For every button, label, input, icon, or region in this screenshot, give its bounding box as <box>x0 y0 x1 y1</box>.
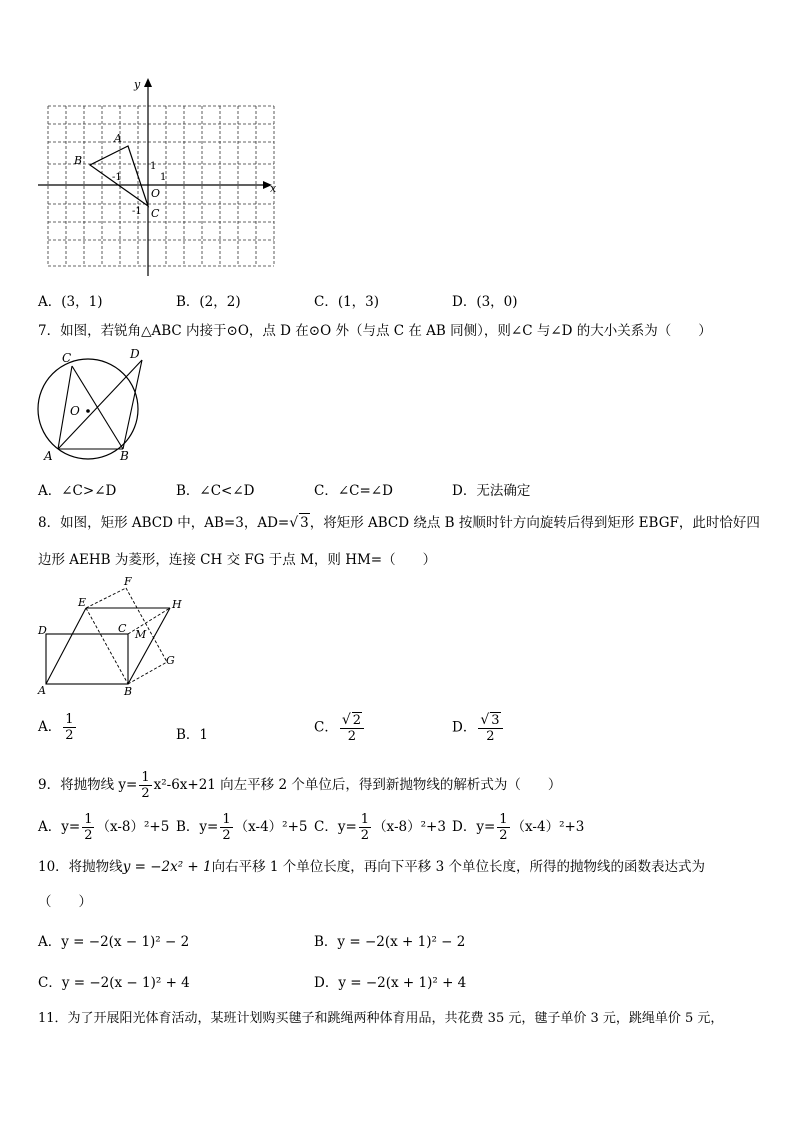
q6-option-a: A．(3，1) <box>38 294 103 310</box>
q6-point-c-label: C <box>151 207 160 220</box>
q9-option-a: A．y= $\frac{1}{2}$ （x-8）²+5 <box>38 812 170 843</box>
q6-axis-x-label: x <box>270 182 277 195</box>
q6-option-c: C．(1，3) <box>314 294 380 310</box>
q7-point-a-label: A <box>44 449 53 463</box>
q8-text-b: ，将矩形 ABCD 绕点 B 按顺时针方向旋转后得到矩形 EBGF，此时恰好四 <box>309 515 760 531</box>
q8-point-d-label: D <box>38 624 47 637</box>
q8-text-a: 8．如图，矩形 ABCD 中，AB=3，AD= <box>38 515 290 531</box>
q9-option-c: C．y= $\frac{1}{2}$ （x-8）²+3 <box>314 812 446 843</box>
q10-option-a: A．y = −2(x − 1)² − 2 <box>38 934 190 950</box>
q8-option-d: D． $\frac{√ 3}{2}$ <box>452 712 505 744</box>
q8-point-a-label: A <box>38 684 46 697</box>
q6-axis-y-label: y <box>134 78 141 91</box>
q7-point-d-label: D <box>130 347 140 361</box>
q8-point-b-label: B <box>124 685 133 698</box>
q8-question-line1: 8．如图，矩形 ABCD 中，AB=3，AD=√ 3，将矩形 ABCD 绕点 B 按顺时针方向旋转后得到矩形 EBGF，此时恰好四 <box>38 515 760 531</box>
q7-option-c: C．∠C=∠D <box>314 483 393 499</box>
q11-question-text: 11．为了开展阳光体育活动，某班计划购买毽子和跳绳两种体育用品，共花费 35 元，毽子单价 3 元，跳绳单价 5 元， <box>38 1011 724 1026</box>
q9-question-text: 9．将抛物线 y= $\frac{1}{2}$ x²-6x+21 向左平移 2 个单位后，得到新抛物线的解析式为（ ） <box>38 770 562 801</box>
q6-tick-x1: 1 <box>160 172 167 183</box>
q8-point-e-label: E <box>78 596 87 609</box>
q7-option-a: A．∠C>∠D <box>38 483 117 499</box>
q8-ad-radicand: 3 <box>300 515 309 531</box>
q6-point-b-label: B <box>74 154 83 167</box>
q10-question-text: 10．将抛物线y = −2x² + 1向右平移 1 个单位长度，再向下平移 3 个单位长度，所得的抛物线的函数表达式为 <box>38 859 705 875</box>
q8-point-c-label: C <box>118 622 127 635</box>
q6-option-d: D．(3，0) <box>452 294 518 310</box>
q8-point-g-label: G <box>166 654 175 667</box>
q8-option-c: C． $\frac{√ 2}{2}$ <box>314 712 366 744</box>
q8-point-f-label: F <box>124 575 132 588</box>
q8-option-a: A． $\frac{1}{2}$ <box>38 712 74 743</box>
q8-option-b: B．1 <box>176 727 209 743</box>
q8-point-h-label: H <box>172 598 182 611</box>
q6-tick-ym1: -1 <box>132 206 142 217</box>
q10-option-b: B．y = −2(x + 1)² − 2 <box>314 934 466 950</box>
q10-answer-paren: （ ） <box>38 894 92 910</box>
q9-option-d: D．y= $\frac{1}{2}$ （x-4）²+3 <box>452 812 585 843</box>
q8-rectangle-figure <box>34 574 184 698</box>
q8-point-m-label: M <box>135 628 147 641</box>
q10-expression: y = −2x² + 1 <box>122 859 212 875</box>
q6-tick-y1: 1 <box>150 161 157 172</box>
q8-question-line2: 边形 AEHB 为菱形，连接 CH 交 FG 于点 M，则 HM=（ ） <box>38 552 437 568</box>
q9-option-b: B．y= $\frac{1}{2}$ （x-4）²+5 <box>176 812 308 843</box>
q6-origin-label: O <box>151 187 161 200</box>
q7-circle-figure <box>34 346 154 464</box>
q7-question-text: 7．如图，若锐角△ABC 内接于⊙O，点 D 在⊙O 外（与点 C 在 AB 同侧），则∠C 与∠D 的大小关系为（ ） <box>38 323 712 339</box>
q10-option-d: D．y = −2(x + 1)² + 4 <box>314 975 467 991</box>
q6-tick-xm1: -1 <box>112 172 122 183</box>
q7-center-o-label: O <box>70 404 80 418</box>
q6-point-a-label: A <box>114 132 122 145</box>
q10-option-c: C．y = −2(x − 1)² + 4 <box>38 975 190 991</box>
q7-point-c-label: C <box>62 351 72 365</box>
q7-option-d: D．无法确定 <box>452 483 531 499</box>
q7-point-b-label: B <box>120 449 129 463</box>
q6-coordinate-grid-figure <box>36 76 286 281</box>
q7-option-b: B．∠C<∠D <box>176 483 255 499</box>
q6-option-b: B．(2，2) <box>176 294 241 310</box>
